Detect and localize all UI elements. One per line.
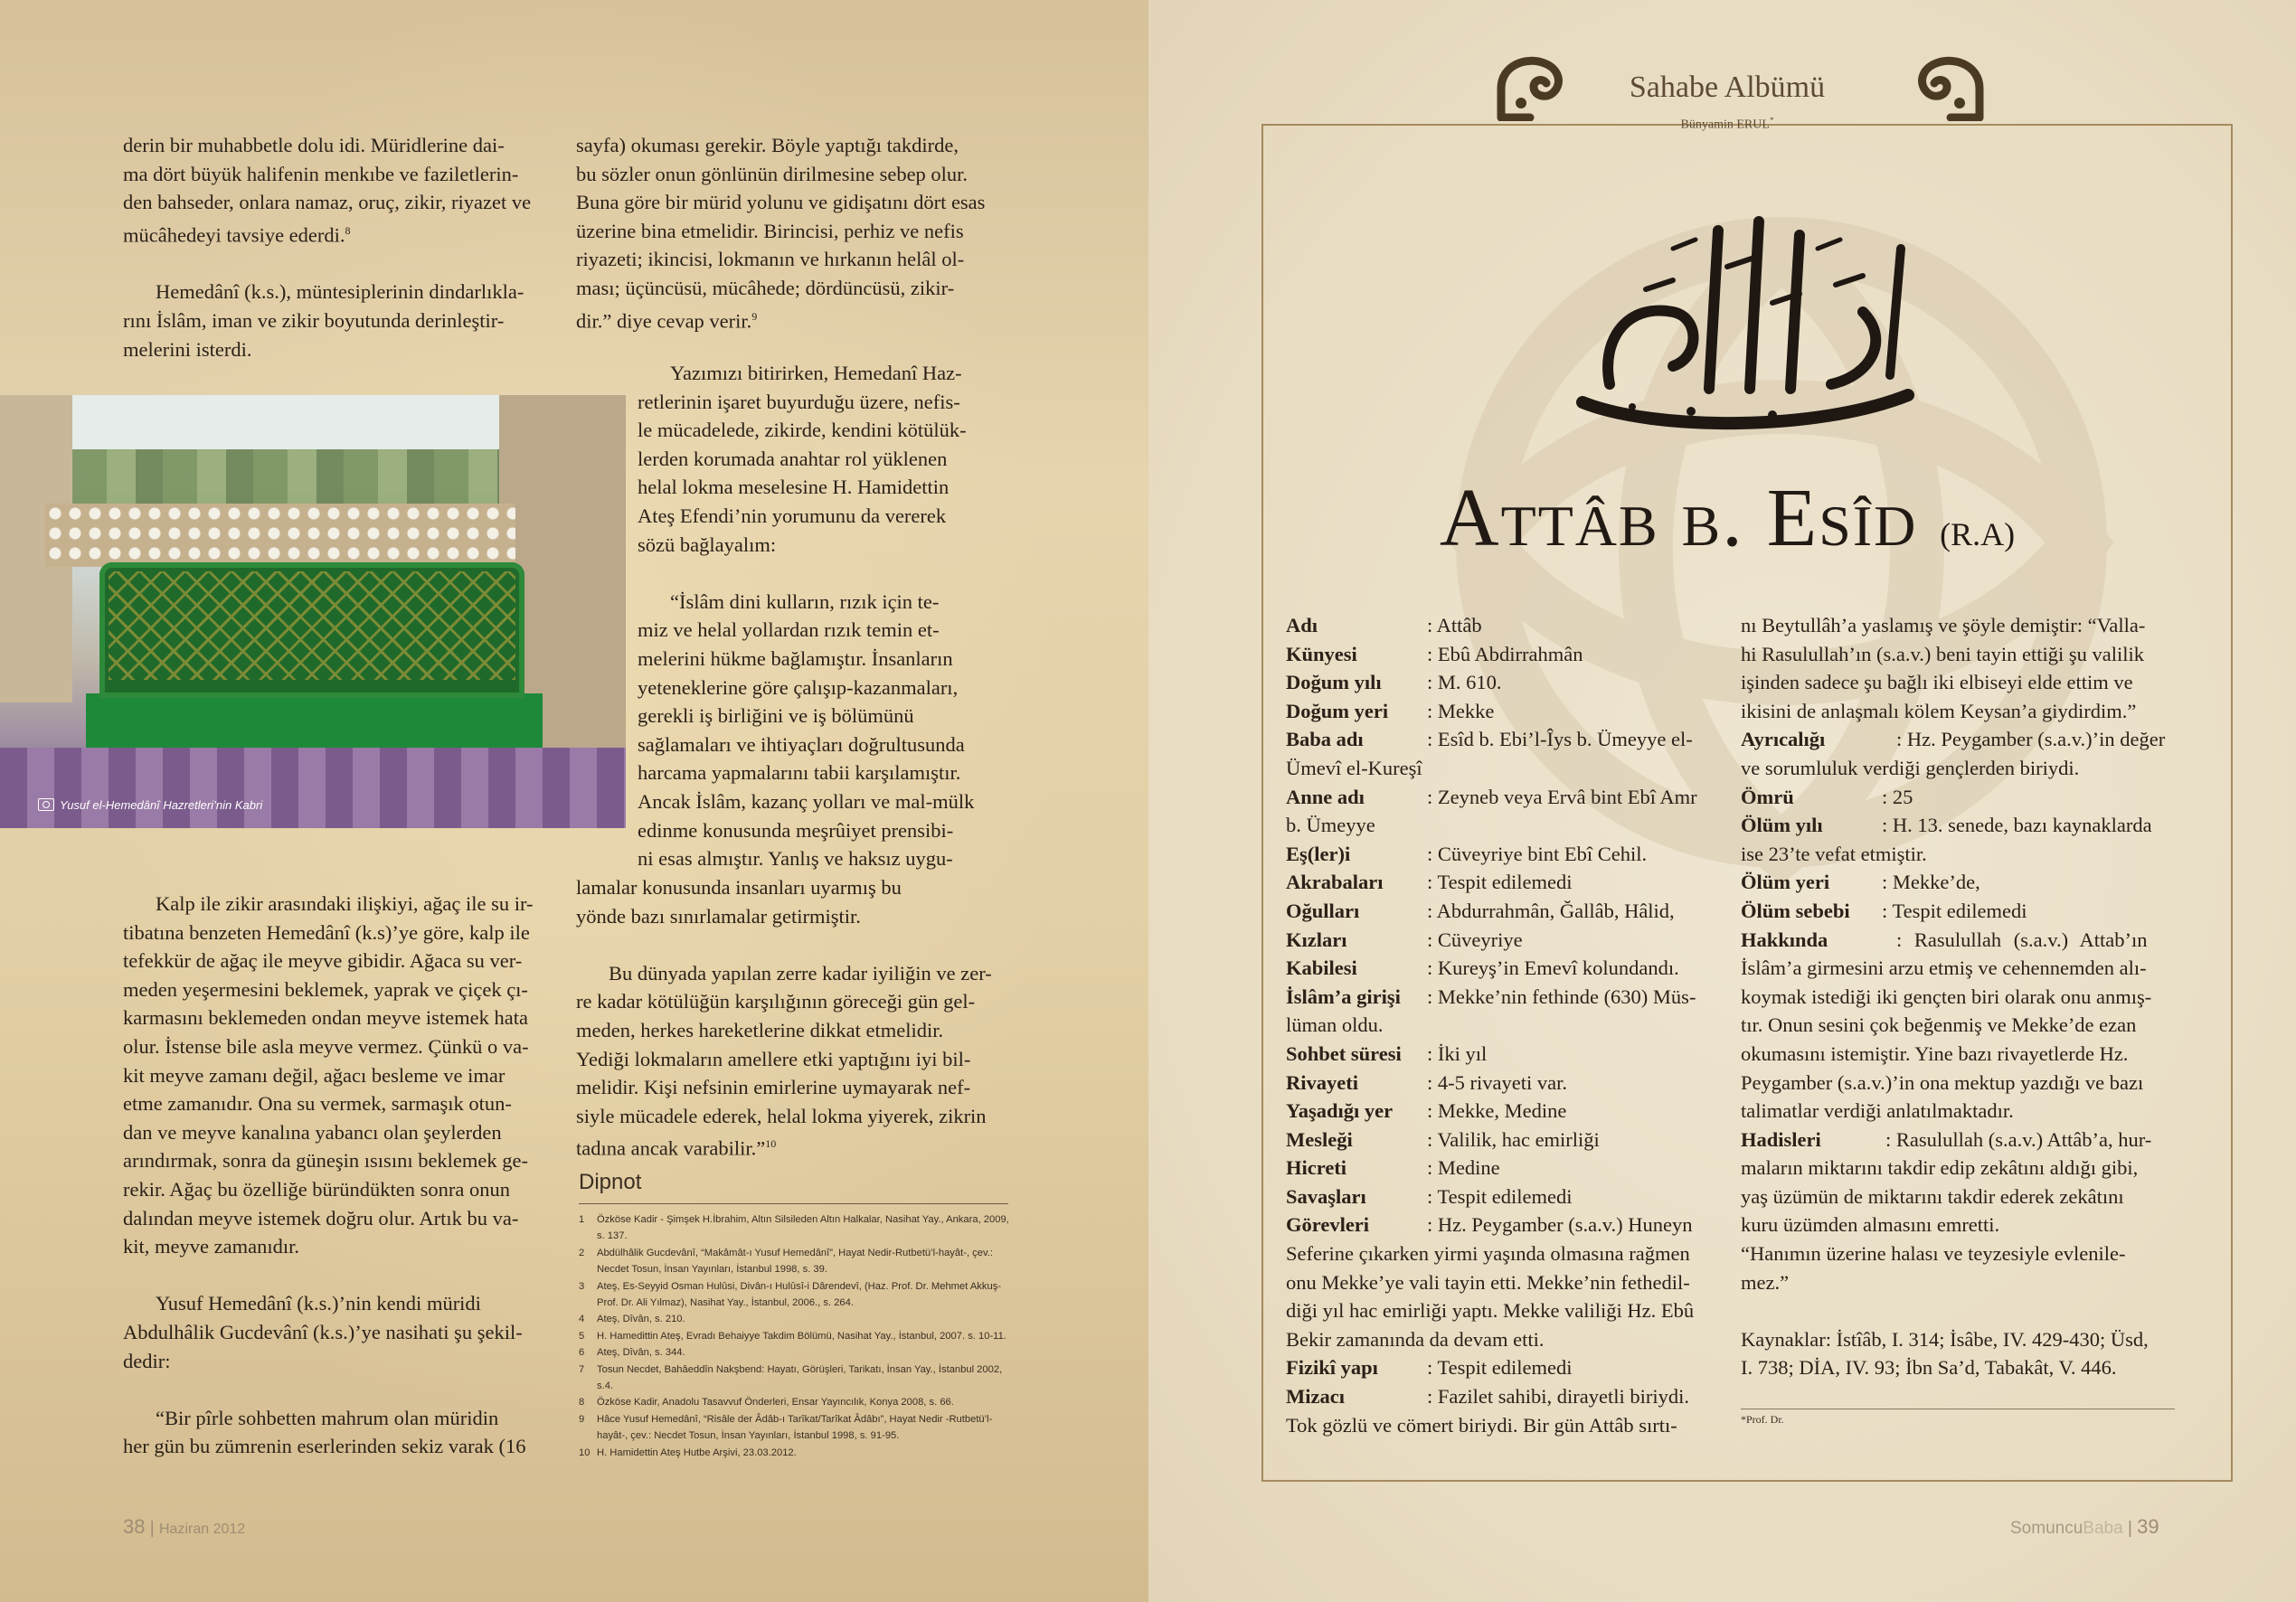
text-line: yaş üzümün de miktarını takdir ederek zekâtını <box>1741 1184 2124 1208</box>
text-line: miz ve helal yollardan rızık temin et- <box>638 618 940 642</box>
field-value: : Hz. Peygamber (s.a.v.) Huneyn <box>1427 1213 1693 1237</box>
field-label: Ömrü <box>1741 785 1794 808</box>
footnote-text: Özköse Kadir, Anadolu Tasavvuf Önderleri, Ensar Yayıncılık, Konya 2008, s. 66. <box>597 1397 954 1409</box>
text-line: sözü bağlayalım: <box>638 532 777 556</box>
field-label: Fizikî yapı <box>1286 1356 1378 1380</box>
field-value: : Tespit edilemedi <box>1427 1184 1573 1208</box>
info-field <box>1286 1183 1729 1211</box>
text-line: ikisini de anlaşmalı kölem Keysan’a giydirdim.” <box>1741 699 2137 722</box>
field-label: Hakkında <box>1741 928 1828 951</box>
text-line: meden yeşermesini beklemek, yaprak ve çiçek çı- <box>123 977 528 1001</box>
text-line: ması; üçüncüsü, mücâhede; dördüncüsü, zikir- <box>576 276 955 299</box>
footnote-ref: 10 <box>765 1137 777 1151</box>
info-field <box>1286 1353 1729 1382</box>
field-label: Sohbet süresi <box>1286 1041 1402 1065</box>
text-line: “Bir pîrle sohbetten mahrum olan müridin <box>156 1406 499 1429</box>
text-line: Bu dünyada yapılan zerre kadar iyiliğin ve zer- <box>609 961 992 985</box>
text-line: talimatlar verdiği anlatılmaktadır. <box>1741 1099 2014 1123</box>
text-line: lamalar konusunda insanları uyarmış bu <box>576 876 902 899</box>
field-label: Akrabaları <box>1286 871 1384 894</box>
field-label: Hicreti <box>1286 1156 1347 1180</box>
field-value: : H. 13. senede, bazı kaynaklarda <box>1882 814 2152 837</box>
info-field <box>1286 640 1729 669</box>
photo-caption <box>38 798 262 812</box>
text-line <box>576 303 1008 335</box>
text-line: melerini hükme bağlamıştır. İnsanların <box>638 646 953 670</box>
info-field <box>1286 668 1729 697</box>
text-line: dalından meyve istemek doğru olur. Artık bu va- <box>123 1206 519 1230</box>
page-number: 39 <box>2137 1515 2159 1538</box>
text-line: sağlamaları ve ihtiyaçları doğrultusunda <box>638 732 965 756</box>
photo-tomb-embroidery <box>109 571 515 680</box>
text-line: kuru üzümden almasını emretti. <box>1741 1213 2000 1237</box>
footnote-number: 5 <box>579 1330 585 1342</box>
field-value: : Zeyneb veya Ervâ bint Ebî Amr <box>1427 785 1697 808</box>
photo-carpet <box>0 748 626 828</box>
footnote-text: Abdülhâlik Gucdevânî, “Makâmât-ı Yusuf Hemedânî”, Hayat Nedir-Rutbetü’l-hayât-, çev.: Necdet Tosun, İnsan Yayınları, İstanbul 1998, s. 39. <box>597 1247 993 1276</box>
field-ayricaligi <box>1741 725 2175 754</box>
field-label: Rivayeti <box>1286 1070 1358 1094</box>
text-line: Buna göre bir mürid yolunu ve gidişatını dört esas <box>576 191 986 214</box>
text-line: tibatına benzeten Hemedânî (k.s)’ye göre, kalp ile <box>123 920 530 944</box>
text-line: üzerine bina etmelidir. Birincisi, perhiz ve nefis <box>576 219 964 242</box>
magazine-name-a: Somuncu <box>2010 1519 2083 1538</box>
footnote-text: H. Hamidettin Ateş Hutbe Arşivi, 23.03.2012. <box>597 1447 797 1458</box>
field-label: Adı <box>1286 614 1318 636</box>
field-label: Ayrıcalığı <box>1741 728 1826 751</box>
text-line-content: tadına ancak varabilir.” <box>576 1136 766 1160</box>
info-field <box>1286 926 1729 955</box>
footnote-item <box>579 1245 1013 1278</box>
text-line: diği yıl hac emirliği yaptı. Mekke valiliği Hz. Ebû <box>1286 1299 1695 1323</box>
text-line: Ancak İslâm, kazanç yolları ve mal-mülk <box>638 789 975 813</box>
footnote-number: 10 <box>579 1447 591 1458</box>
field-label: Ölüm yılı <box>1741 814 1823 837</box>
footnote-number: 4 <box>579 1314 585 1325</box>
field-label: Kabilesi <box>1286 956 1357 980</box>
text-line: yönde bazı sınırlamalar getirmiştir. <box>576 904 861 928</box>
magazine-name-b: Baba <box>2083 1519 2123 1538</box>
info-field-continuation: Ümevî el-Kureşî <box>1286 756 1422 779</box>
text-line: melerini isterdi. <box>123 337 252 361</box>
text-line: koymak istediği iki gençten biri olarak onu anmış- <box>1741 985 2152 1008</box>
field-value: : M. 610. <box>1427 671 1502 694</box>
photo-caption-text: Yusuf el-Hemedânî Hazretleri’nin Kabri <box>60 798 263 812</box>
field-value: : Mekke, Medine <box>1427 1099 1567 1123</box>
text-line: derin bir muhabbetle dolu idi. Müridlerine dai- <box>123 134 505 156</box>
text-line: nı Beytullâh’a yaslamış ve şöyle demiştir: “Valla- <box>1741 614 2146 636</box>
right-folio <box>2010 1515 2159 1539</box>
footnotes-heading: Dipnot <box>579 1170 642 1194</box>
text-line: mez.” <box>1741 1270 1790 1294</box>
field-olum-yeri <box>1741 868 2175 897</box>
text-line: sayfa) okuması gerekir. Böyle yaptığı takdirde, <box>576 134 959 156</box>
tomb-photo <box>0 395 626 828</box>
info-col2 <box>1741 611 2175 1382</box>
field-hakkinda <box>1741 926 2175 955</box>
footnote-number: 1 <box>579 1214 585 1225</box>
field-label: Ölüm yeri <box>1741 871 1830 894</box>
text-line: edinme konusunda meşrûiyet prensibi- <box>638 818 954 842</box>
article-title-suffix: (R.A) <box>1940 516 2016 552</box>
text-line: “İslâm dini kulların, rızık için te- <box>670 589 940 613</box>
text-line-content: dir.” diye cevap verir. <box>576 309 752 333</box>
footnote-item <box>579 1394 1013 1410</box>
text-line: maların miktarını takdir edip zekâtını aldığı gibi, <box>1741 1156 2139 1180</box>
text-line: Yediği lokmaların amellere etki yaptığını iyi bil- <box>576 1047 971 1070</box>
text-line: re kadar kötülüğün karşılığının göreceği gün gel- <box>576 990 976 1013</box>
author-name: Bünyamin ERUL <box>1680 118 1770 132</box>
footnote-text: Ateş, Dîvân, s. 344. <box>597 1347 685 1359</box>
footnotes-rule <box>579 1203 1008 1204</box>
info-field-continuation: lüman oldu. <box>1286 1013 1384 1037</box>
corner-ornament-left-icon <box>1494 52 1568 121</box>
calligraphy-emblem <box>1546 194 1944 438</box>
text-line: Yusuf Hemedânî (k.s.)’nin kendi müridi <box>156 1292 481 1315</box>
info-field <box>1286 783 1729 812</box>
field-value: : Attâb <box>1427 614 1482 636</box>
text-line <box>576 1130 1008 1163</box>
info-field <box>1286 611 1729 640</box>
field-olum-yili <box>1741 811 2175 840</box>
field-value: : Esîd b. Ebi’l-Îys b. Ümeyye el- <box>1427 728 1693 751</box>
field-value: : Ebû Abdirrahmân <box>1427 642 1583 665</box>
field-value: : Hz. Peygamber (s.a.v.)’in değer <box>1896 728 2166 751</box>
text-line: melidir. Kişi nefsinin emirlerine uymayarak nef- <box>576 1076 971 1099</box>
field-value: : Tespit edilemedi <box>1882 899 2027 922</box>
article-title <box>1347 470 2107 565</box>
text-line: Yazımızı bitirirken, Hemedanî Haz- <box>670 362 962 384</box>
footnote-ref: 8 <box>345 223 351 237</box>
text-line: her gün bu zümrenin eserlerinden sekiz varak (16 <box>123 1435 526 1458</box>
text-line: siyle mücadele ederek, helal lokma yiyerek, zikrin <box>576 1104 987 1127</box>
field-olum-sebebi <box>1741 897 2175 926</box>
text-line: ni esas almıştır. Yanlış ve haksız uygu- <box>638 847 953 871</box>
field-label: Mizacı <box>1286 1385 1345 1409</box>
field-value: : Medine <box>1427 1156 1500 1180</box>
footnote-number: 6 <box>579 1347 585 1359</box>
text-line: karmasını beklemeden ondan meyve istemek hata <box>123 1006 528 1030</box>
footnote-number: 7 <box>579 1363 585 1375</box>
text-line: retlerinin işaret buyurduğu üzere, nefis- <box>638 390 960 413</box>
text-line: Seferine çıkarken yirmi yaşında olmasına rağmen <box>1286 1242 1690 1266</box>
footnote-text: Ateş, Dîvân, s. 210. <box>597 1314 685 1325</box>
field-value: : Abdurrahmân, Ğallâb, Hâlid, <box>1427 899 1675 922</box>
info-field <box>1286 1211 1729 1239</box>
text-line-content: mücâhedeyi tavsiye ederdi. <box>123 223 345 247</box>
text-line: Abdulhâlik Gucdevânî (k.s.)’ye nasihati şu şekil- <box>123 1320 523 1343</box>
field-label: Kızları <box>1286 928 1347 951</box>
field-label: Mesleği <box>1286 1127 1353 1151</box>
field-label: İslâm’a girişi <box>1286 985 1401 1008</box>
field-value: : Mekke <box>1427 699 1495 722</box>
field-value: : Valilik, hac emirliği <box>1427 1127 1600 1151</box>
text-line: rını İslâm, iman ve zikir boyutunda derinleştir- <box>123 309 505 333</box>
info-field <box>1286 954 1729 983</box>
article-title-text: Attâb b. Esîd <box>1439 472 1918 563</box>
info-field <box>1286 897 1729 926</box>
footnote-ref: 9 <box>751 309 758 323</box>
footnote-item <box>579 1211 1013 1245</box>
footnote-item <box>579 1362 1013 1395</box>
text-line: Bekir zamanında da devam etti. <box>1286 1327 1545 1351</box>
text-line: dedir: <box>123 1349 171 1372</box>
info-fields-2 <box>1286 1353 1729 1410</box>
text-line: işinden sadece şu bağlı iki elbiseyi elde ettim ve <box>1741 671 2133 694</box>
text-line: rekir. Ağaç bu özelliğe büründükten sonra onun <box>123 1177 511 1201</box>
photo-lattice <box>45 504 515 567</box>
footnote-text: Ateş, Es-Seyyid Osman Hulûsi, Divân-ı Hulûsî-i Dârendevî, (Haz. Prof. Dr. Mehmet Akkuş-Prof. Dr. Ali Yılmaz), Nasihat Yay., İstanbul, 2006., s. 264. <box>597 1280 1002 1309</box>
info-field <box>1286 1097 1729 1126</box>
field-value: : 4-5 rivayeti var. <box>1427 1070 1567 1094</box>
text-line: okumasını istemiştir. Yine bazı rivayetlerde Hz. <box>1741 1041 2129 1065</box>
footnote-item <box>579 1328 1013 1344</box>
folio-divider: | <box>2127 1519 2138 1538</box>
field-label: Hadisleri <box>1741 1127 1821 1151</box>
text-line: Kalp ile zikir arasındaki ilişkiyi, ağaç ile su ir- <box>156 892 534 915</box>
text-line: Peygamber (s.a.v.)’in ona mektup yazdığı ve bazı <box>1741 1070 2144 1094</box>
corner-ornament-right-icon <box>1913 52 1987 121</box>
left-col2-full <box>576 873 1008 1163</box>
field-label: Anne adı <box>1286 785 1365 808</box>
footnotes-list <box>579 1211 1013 1461</box>
info-field <box>1286 983 1729 1012</box>
field-value: : Rasulullah (s.a.v.) Attâb’a, hur- <box>1885 1127 2152 1151</box>
text-line: ve sorumluluk verdiği gençlerden biriydi. <box>1741 756 2080 779</box>
left-folio <box>123 1515 245 1539</box>
info-field <box>1286 840 1729 869</box>
info-field <box>1286 1126 1729 1154</box>
footnote-number: 3 <box>579 1280 585 1292</box>
text-line: etme zamanıdır. Ona su vermek, sarmaşık otun- <box>123 1092 512 1116</box>
footnote-item <box>579 1344 1013 1361</box>
section-author <box>1578 116 1876 133</box>
footnote-item <box>579 1445 1013 1461</box>
footnote-number: 2 <box>579 1247 585 1258</box>
field-label: Baba adı <box>1286 728 1364 751</box>
field-value: : Mekke’nin fethinde (630) Müs- <box>1427 985 1696 1008</box>
left-col1-top <box>123 131 555 363</box>
field-label: Görevleri <box>1286 1213 1370 1237</box>
text-line: onu Mekke’ye vali tayin etti. Mekke’nin fethedil- <box>1286 1270 1690 1294</box>
folio-divider: | <box>149 1519 159 1538</box>
footnote-text: Özköse Kadir - Şimşek H.İbrahim, Altın Silsileden Altın Halkalar, Nasihat Yay., Ankara, 2009, s. 137. <box>597 1214 1009 1242</box>
footnote-text: Tosun Necdet, Bahâeddîn Nakşbend: Hayatı, Görüşleri, Tarikatı, İnsan Yay., İstanbul 2002, s.4. <box>597 1363 1003 1392</box>
text-line <box>123 217 555 250</box>
text-line: bu sözler onun gönlünün dirilmesine sebep olur. <box>576 162 968 185</box>
camera-icon <box>38 798 54 811</box>
field-label: Oğulları <box>1286 899 1360 922</box>
field-value: : Tespit edilemedi <box>1427 1356 1573 1380</box>
field-label: Eş(ler)i <box>1286 842 1351 865</box>
field-value: : Kureyş’in Emevî kolundandı. <box>1427 956 1679 980</box>
footnote-number: 9 <box>579 1413 585 1425</box>
section-title: Sahabe Albümü <box>1629 71 1826 104</box>
text-line: tefekkür de ağaç ile meyve gibidir. Ağaca su ver- <box>123 949 523 973</box>
footnote-item <box>579 1411 1013 1445</box>
field-value: : Cüveyriye bint Ebî Cehil. <box>1427 842 1648 865</box>
field-value: : 25 <box>1882 785 1913 808</box>
sources-line: I. 738; DİA, IV. 93; İbn Sa’d, Tabakât, V. 446. <box>1741 1356 2117 1380</box>
text-line: ma dört büyük halifenin menkıbe ve faziletlerin- <box>123 162 519 185</box>
author-footnote: *Prof. Dr. <box>1741 1413 1784 1426</box>
field-value: : Cüveyriye <box>1427 928 1523 951</box>
text-line: arındırmak, sonra da güneşin ısısını beklemek ge- <box>123 1149 529 1173</box>
field-value: : Fazilet sahibi, dirayetli biriydi. <box>1427 1385 1689 1409</box>
text-line: yeteneklerine göre çalışıp-kazanmaları, <box>638 675 959 699</box>
text-line: dan ve meyve kanalına yabancı olan şeylerden <box>123 1120 502 1144</box>
info-fields <box>1286 611 1729 1239</box>
text-line: olur. İstense bile asla meyve vermez. Çünkü o va- <box>123 1034 529 1058</box>
text-line: tır. Onun sesini çok beğenmiş ve Mekke’de ezan <box>1741 1013 2137 1037</box>
field-hadisleri <box>1741 1126 2175 1154</box>
info-field <box>1286 725 1729 754</box>
text-line: kit, meyve zamanıdır. <box>123 1235 299 1258</box>
field-omru <box>1741 783 2175 812</box>
field-label: Doğum yeri <box>1286 699 1389 722</box>
info-field <box>1286 868 1729 897</box>
footnote-text: H. Hamedittin Ateş, Evradı Behaiyye Takdim Bölümü, Nasihat Yay., İstanbul, 2007. s. 10-11. <box>597 1330 1006 1342</box>
text-line: kit meyve zamanı değil, ağacı besleme ve imar <box>123 1063 505 1087</box>
info-field <box>1286 1382 1729 1411</box>
field-label: Doğum yılı <box>1286 671 1382 694</box>
field-value: : Rasulullah (s.a.v.) Attab’ın <box>1896 928 2148 951</box>
text-line: “Hanımın üzerine halası ve teyzesiyle evlenile- <box>1741 1242 2126 1266</box>
footnote-text: Hâce Yusuf Hemedânî, “Risâle der Âdâb-ı Tarîkat/Tarîkat Âdâbı”, Hayat Nedir -Rutbetü’l-hayât-, çev.: Necdet Tosun, İnsan Yayınları, İstanbul 1998, s. 91-95. <box>597 1413 993 1442</box>
sources-line: Kaynaklar: İstîâb, I. 314; İsâbe, IV. 429-430; Üsd, <box>1741 1327 2149 1351</box>
field-value: : Tespit edilemedi <box>1427 871 1573 894</box>
text-line: riyazeti; ikincisi, lokmanın ve hırkanın helâl ol- <box>576 248 965 271</box>
text-line: Hemedânî (k.s.), müntesiplerinin dindarlıkla- <box>156 280 524 304</box>
info-field <box>1286 1154 1729 1183</box>
text-line: Ateş Efendi’nin yorumunu da vererek <box>638 504 947 527</box>
text-line: ise 23’te vefat etmiştir. <box>1741 842 1927 865</box>
left-col1-bottom <box>123 890 555 1461</box>
issue-date: Haziran 2012 <box>158 1522 246 1537</box>
text-line: İslâm’a girmesini arzu etmiş ve cehennemden alı- <box>1741 956 2147 980</box>
field-label: Savaşları <box>1286 1184 1366 1208</box>
author-note-mark: * <box>1769 116 1774 125</box>
field-label: Yaşadığı yer <box>1286 1099 1394 1123</box>
right-page <box>1148 0 2296 1602</box>
left-col2-wrap <box>638 359 1008 873</box>
text-line: harcama yapmalarını tabii karşılamıştır. <box>638 761 961 785</box>
field-value: : Mekke’de, <box>1882 871 1980 894</box>
field-value: : İki yıl <box>1427 1041 1488 1065</box>
info-field <box>1286 697 1729 726</box>
text-line: gerekli iş birliğini ve iş bölümünü <box>638 704 914 728</box>
text-line: hi Rasulullah’ın (s.a.v.) beni tayin ettiği şu valilik <box>1741 642 2144 665</box>
footnote-number: 8 <box>579 1397 585 1409</box>
info-field-continuation: b. Ümeyye <box>1286 814 1375 837</box>
field-label: Ölüm sebebi <box>1741 899 1850 922</box>
page-number: 38 <box>123 1515 146 1538</box>
info-field <box>1286 1040 1729 1069</box>
left-col2-top <box>576 131 1008 335</box>
info-col1 <box>1286 611 1729 1439</box>
text-line: lerden korumada anahtar rol yüklenen <box>638 447 948 470</box>
text-line: meden, herkes hareketlerine dikkat etmelidir. <box>576 1018 944 1041</box>
text-line: Tok gözlü ve cömert biriydi. Bir gün Attâb sırtı- <box>1286 1413 1677 1437</box>
text-line: helal lokma meselesine H. Hamidettin <box>638 476 950 499</box>
footnote-item <box>579 1278 1013 1312</box>
text-line: le mücadelede, zikirde, kendini kötülük- <box>638 419 967 442</box>
info-field <box>1286 1069 1729 1098</box>
footnote-item <box>579 1311 1013 1327</box>
text-line: den bahseder, onlara namaz, oruç, zikir, riyazet ve <box>123 191 532 214</box>
field-label: Künyesi <box>1286 642 1357 665</box>
magazine-name <box>2010 1519 2123 1538</box>
